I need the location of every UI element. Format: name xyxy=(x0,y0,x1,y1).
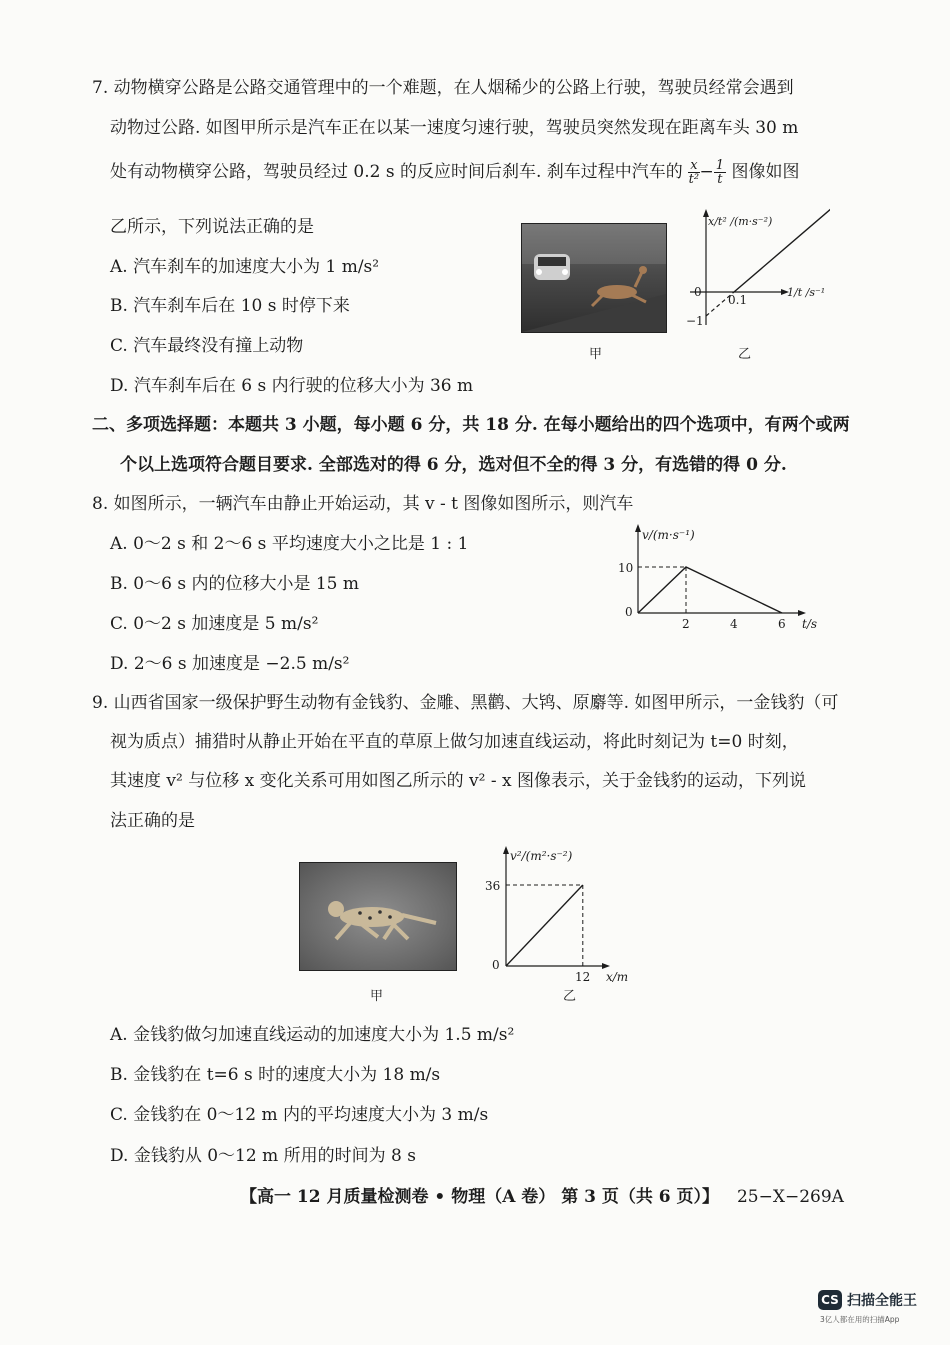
q9-caption-yi: 乙 xyxy=(563,989,577,1004)
q7-option-d: D. 汽车刹车后在 6 s 内行驶的位移大小为 36 m xyxy=(110,376,474,396)
q9-x-tick: 12 xyxy=(575,970,591,984)
q8-option-b: B. 0～6 s 内的位移大小是 15 m xyxy=(110,574,360,594)
q7-stem-line1: 7. 动物横穿公路是公路交通管理中的一个难题，在人烟稀少的公路上行驶，驾驶员经常会遇到 xyxy=(92,78,794,98)
cheetah-photo xyxy=(299,862,457,971)
fraction-1-over-t: $\frac{1}{t}$ xyxy=(715,158,725,187)
q7-stem-line4: 乙所示，下列说法正确的是 xyxy=(110,217,314,237)
q8-x-label: t/s xyxy=(802,617,818,631)
q8-stem: 8. 如图所示，一辆汽车由静止开始运动，其 v - t 图像如图所示，则汽车 xyxy=(92,494,634,514)
watermark-brand: 扫描全能王 xyxy=(847,1293,917,1309)
q8-x-tick-6: 6 xyxy=(778,617,786,631)
q7-x-label: 1/t /s⁻¹ xyxy=(787,286,826,299)
q9-option-a: A. 金钱豹做匀加速直线运动的加速度大小为 1.5 m/s² xyxy=(110,1025,515,1045)
q8-v-t-graph xyxy=(610,520,830,635)
q8-option-a: A. 0～2 s 和 2～6 s 平均速度大小之比是 1 : 1 xyxy=(110,534,469,554)
q9-origin: 0 xyxy=(492,958,500,972)
q9-y-label: v²/(m²·s⁻²) xyxy=(510,849,573,863)
q7-option-b: B. 汽车刹车后在 10 s 时停下来 xyxy=(110,296,350,316)
q9-stem-line2: 视为质点）捕猎时从静止开始在平直的草原上做匀加速直线运动，将此时刻记为 t=0 时刻， xyxy=(110,732,799,752)
q9-y-tick: 36 xyxy=(485,879,501,893)
q7-stem-line2: 动物过公路. 如图甲所示是汽车正在以某一速度匀速行驶，驾驶员突然发现在距离车头 30 m xyxy=(110,118,799,138)
q9-v2-x-graph xyxy=(480,838,660,988)
q7-origin: 0 xyxy=(694,285,702,299)
q7-option-a: A. 汽车刹车的加速度大小为 1 m/s² xyxy=(110,257,380,277)
watermark-tagline: 3亿人都在用的扫描App xyxy=(820,1315,900,1324)
section2-heading-line2: 个以上选项符合题目要求. 全部选对的得 6 分，选对但不全的得 3 分，有选错的得 0 分. xyxy=(120,455,787,475)
footer-code: 25−X−269A xyxy=(736,1187,844,1207)
q8-origin: 0 xyxy=(625,605,633,619)
q7-option-c: C. 汽车最终没有撞上动物 xyxy=(110,336,304,356)
q9-x-label: x/m xyxy=(606,970,629,984)
footer-title: 【高一 12 月质量检测卷 • 物理（A 卷） 第 3 页（共 6 页）】 xyxy=(240,1187,720,1207)
q9-option-b: B. 金钱豹在 t=6 s 时的速度大小为 18 m/s xyxy=(110,1065,441,1085)
car-deer-photo xyxy=(521,223,667,333)
q9-stem-line4: 法正确的是 xyxy=(110,811,195,831)
q8-x-tick-4: 4 xyxy=(730,617,738,631)
q9-caption-jia: 甲 xyxy=(370,989,384,1004)
q8-option-c: C. 0～2 s 加速度是 5 m/s² xyxy=(110,614,319,634)
q8-data-line xyxy=(638,567,782,613)
q7-x-tick: 0.1 xyxy=(728,293,748,307)
q7-stem-line3: 处有动物横穿公路，驾驶员经过 0.2 s 的反应时间后刹车. 刹车过程中汽车的 $\frac{x}{\text{t²}}$ − $\frac{1}{t}$ 图像如图 xyxy=(110,158,800,187)
section2-heading-line1: 二、多项选择题：本题共 3 小题，每小题 6 分，共 18 分. 在每小题给出的四个选项中，有两个或两 xyxy=(92,415,850,435)
q8-option-d: D. 2～6 s 加速度是 −2.5 m/s² xyxy=(110,654,350,674)
q9-option-d: D. 金钱豹从 0～12 m 所用的时间为 8 s xyxy=(110,1146,416,1166)
q9-option-c: C. 金钱豹在 0～12 m 内的平均速度大小为 3 m/s xyxy=(110,1105,489,1125)
scanner-watermark xyxy=(818,1290,917,1325)
q7-caption-yi: 乙 xyxy=(738,347,752,362)
q7-x-t2-graph xyxy=(670,203,830,353)
q7-y-label: x/t² /(m·s⁻²) xyxy=(708,215,773,228)
q7-caption-jia: 甲 xyxy=(589,347,603,362)
q8-y-label: v/(m·s⁻¹) xyxy=(642,528,695,542)
fraction-x-over-t2: $\frac{x}{\text{t²}}$ xyxy=(688,158,700,187)
q7-y-tick: −1 xyxy=(686,314,704,328)
q8-x-tick-2: 2 xyxy=(682,617,690,631)
q9-stem-line3: 其速度 v² 与位移 x 变化关系可用如图乙所示的 v² - x 图像表示，关于金钱豹的运动，下列说 xyxy=(110,771,806,791)
q9-data-line xyxy=(506,885,583,966)
q8-y-tick: 10 xyxy=(618,561,634,575)
cs-logo-icon: CS xyxy=(818,1290,842,1310)
page-footer xyxy=(240,1182,844,1207)
q9-stem-line1: 9. 山西省国家一级保护野生动物有金钱豹、金雕、黑鹳、大鸨、原麝等. 如图甲所示，一金钱豹（可 xyxy=(92,693,839,713)
